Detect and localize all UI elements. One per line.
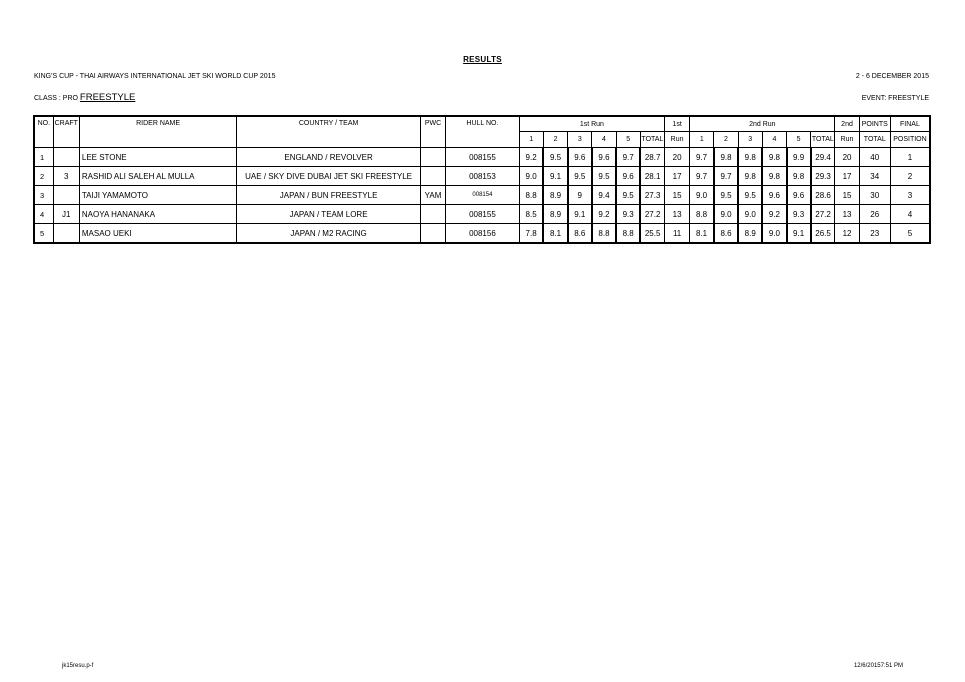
table-row	[34, 167, 930, 186]
run1-score: 9.3	[616, 205, 640, 224]
header-run2-judge-5: 5	[787, 132, 811, 148]
run1-score: 8.8	[616, 224, 640, 244]
run1-total: 28.1	[640, 167, 664, 186]
run2-rank: 12	[835, 224, 859, 244]
run1-score: 8.1	[543, 224, 567, 244]
header-final: FINAL	[890, 116, 930, 132]
run1-score: 8.5	[519, 205, 543, 224]
header-run2-total: TOTAL	[811, 132, 835, 148]
header-no: NO.	[34, 116, 53, 148]
header-run2-judge-3: 3	[738, 132, 762, 148]
rider-name: NAOYA HANANAKA	[79, 205, 236, 224]
hull-number: 008156	[446, 224, 520, 244]
hull-number: 008153	[446, 167, 520, 186]
run2-total: 29.4	[811, 148, 835, 167]
header-second-rank-run: Run	[835, 132, 859, 148]
run2-score: 9.6	[787, 186, 811, 205]
run1-score: 9.4	[592, 186, 616, 205]
run1-rank: 17	[664, 167, 689, 186]
table-row	[34, 224, 930, 244]
craft-cell: J1	[53, 205, 79, 224]
header-first-rank-run: Run	[664, 132, 689, 148]
row-number: 2	[34, 167, 53, 186]
run2-score: 8.9	[738, 224, 762, 244]
run2-score: 8.6	[714, 224, 738, 244]
run2-score: 9.0	[762, 224, 786, 244]
run2-score: 9.8	[762, 148, 786, 167]
event-name: KING'S CUP - THAI AIRWAYS INTERNATIONAL JET SKI WORLD CUP 2015	[34, 73, 276, 80]
header-points: POINTS	[859, 116, 890, 132]
header-rider-name: RIDER NAME	[79, 116, 236, 148]
header-run2-judge-2: 2	[714, 132, 738, 148]
run2-score: 9.0	[738, 205, 762, 224]
header-points-total: TOTAL	[859, 132, 890, 148]
run1-rank: 20	[664, 148, 689, 167]
header-run2-judge-4: 4	[762, 132, 786, 148]
run1-score: 9.2	[519, 148, 543, 167]
run2-score: 9.0	[690, 186, 714, 205]
points-total: 26	[859, 205, 890, 224]
run2-score: 9.7	[690, 148, 714, 167]
pwc-cell: YAM	[420, 186, 445, 205]
run1-score: 9.2	[592, 205, 616, 224]
footer-print-time: 12/6/20157:51 PM	[853, 663, 903, 669]
run2-score: 8.1	[690, 224, 714, 244]
class-name: FREESTYLE	[79, 92, 136, 103]
final-position: 5	[890, 224, 930, 244]
run1-score: 9.5	[616, 186, 640, 205]
run2-score: 9.8	[738, 148, 762, 167]
pwc-cell	[420, 224, 445, 244]
header-run1-judge-1: 1	[519, 132, 543, 148]
header-first-run: 1st Run	[519, 116, 664, 132]
row-number: 1	[34, 148, 53, 167]
run2-score: 9.7	[714, 167, 738, 186]
footer-file-name: jk15resu.p-f	[62, 663, 94, 669]
run1-rank: 13	[664, 205, 689, 224]
row-number: 4	[34, 205, 53, 224]
run1-score: 9	[568, 186, 592, 205]
run2-total: 29.3	[811, 167, 835, 186]
points-total: 34	[859, 167, 890, 186]
header-run1-judge-2: 2	[543, 132, 567, 148]
points-total: 23	[859, 224, 890, 244]
run2-score: 9.8	[762, 167, 786, 186]
craft-cell	[53, 186, 79, 205]
run1-rank: 15	[664, 186, 689, 205]
run2-rank: 17	[835, 167, 859, 186]
rider-name: TAIJI YAMAMOTO	[79, 186, 236, 205]
run2-score: 9.8	[714, 148, 738, 167]
header-run1-judge-4: 4	[592, 132, 616, 148]
event-label: EVENT: FREESTYLE	[861, 95, 929, 102]
run2-rank: 13	[835, 205, 859, 224]
hull-number: 008155	[446, 205, 520, 224]
table-row	[34, 205, 930, 224]
run1-total: 27.2	[640, 205, 664, 224]
run1-score: 8.6	[568, 224, 592, 244]
run1-score: 9.0	[519, 167, 543, 186]
country-team: JAPAN / M2 RACING	[237, 224, 421, 244]
run1-score: 9.1	[568, 205, 592, 224]
run1-total: 28.7	[640, 148, 664, 167]
header-run1-judge-5: 5	[616, 132, 640, 148]
pwc-cell	[420, 205, 445, 224]
header-craft: CRAFT	[53, 116, 79, 148]
table-row	[34, 148, 930, 167]
run1-rank: 11	[664, 224, 689, 244]
row-number: 5	[34, 224, 53, 244]
run2-total: 28.6	[811, 186, 835, 205]
run2-score: 9.0	[714, 205, 738, 224]
rider-name: MASAO UEKI	[79, 224, 236, 244]
run2-score: 9.2	[762, 205, 786, 224]
row-number: 3	[34, 186, 53, 205]
run1-score: 8.8	[519, 186, 543, 205]
header-second-rank-top: 2nd	[835, 116, 859, 132]
run2-total: 26.5	[811, 224, 835, 244]
run2-score: 8.8	[690, 205, 714, 224]
run1-score: 9.6	[616, 167, 640, 186]
run2-score: 9.7	[690, 167, 714, 186]
run1-score: 9.5	[543, 148, 567, 167]
run2-score: 9.8	[787, 167, 811, 186]
final-position: 2	[890, 167, 930, 186]
hull-number: 008154	[446, 186, 520, 205]
table-row	[34, 186, 930, 205]
run1-score: 7.8	[519, 224, 543, 244]
run1-score: 8.8	[592, 224, 616, 244]
run1-score: 9.6	[568, 148, 592, 167]
run1-score: 8.9	[543, 205, 567, 224]
class-prefix: CLASS : PRO	[34, 95, 78, 102]
run1-score: 8.9	[543, 186, 567, 205]
run1-score: 9.7	[616, 148, 640, 167]
run2-score: 9.9	[787, 148, 811, 167]
page-title: RESULTS	[463, 55, 502, 64]
final-position: 4	[890, 205, 930, 224]
run2-score: 9.8	[738, 167, 762, 186]
results-table	[33, 115, 931, 244]
header-pwc: PWC	[420, 116, 445, 148]
run1-total: 27.3	[640, 186, 664, 205]
header-run1-judge-3: 3	[568, 132, 592, 148]
header-run1-total: TOTAL	[640, 132, 664, 148]
run1-score: 9.5	[568, 167, 592, 186]
points-total: 30	[859, 186, 890, 205]
run2-score: 9.5	[738, 186, 762, 205]
event-dates: 2 - 6 DECEMBER 2015	[855, 73, 929, 80]
run2-score: 9.1	[787, 224, 811, 244]
header-first-rank-top: 1st	[664, 116, 689, 132]
country-team: UAE / SKY DIVE DUBAI JET SKI FREESTYLE	[237, 167, 421, 186]
header-country-team: COUNTRY / TEAM	[237, 116, 421, 148]
run2-score: 9.5	[714, 186, 738, 205]
run2-score: 9.6	[762, 186, 786, 205]
run2-rank: 15	[835, 186, 859, 205]
run1-score: 9.6	[592, 148, 616, 167]
header-second-run: 2nd Run	[690, 116, 835, 132]
results-body	[34, 148, 930, 244]
rider-name: RASHID ALI SALEH AL MULLA	[79, 167, 236, 186]
pwc-cell	[420, 167, 445, 186]
run2-score: 9.3	[787, 205, 811, 224]
run2-rank: 20	[835, 148, 859, 167]
craft-cell	[53, 224, 79, 244]
rider-name: LEE STONE	[79, 148, 236, 167]
final-position: 1	[890, 148, 930, 167]
country-team: ENGLAND / REVOLVER	[237, 148, 421, 167]
points-total: 40	[859, 148, 890, 167]
craft-cell	[53, 148, 79, 167]
run1-score: 9.1	[543, 167, 567, 186]
final-position: 3	[890, 186, 930, 205]
class-line	[34, 92, 135, 103]
header-position: POSITION	[890, 132, 930, 148]
header-hull-no: HULL NO.	[446, 116, 520, 148]
run1-total: 25.5	[640, 224, 664, 244]
header-run2-judge-1: 1	[690, 132, 714, 148]
run1-score: 9.5	[592, 167, 616, 186]
country-team: JAPAN / TEAM LORE	[237, 205, 421, 224]
craft-cell: 3	[53, 167, 79, 186]
hull-number: 008155	[446, 148, 520, 167]
pwc-cell	[420, 148, 445, 167]
run2-total: 27.2	[811, 205, 835, 224]
country-team: JAPAN / BUN FREESTYLE	[237, 186, 421, 205]
